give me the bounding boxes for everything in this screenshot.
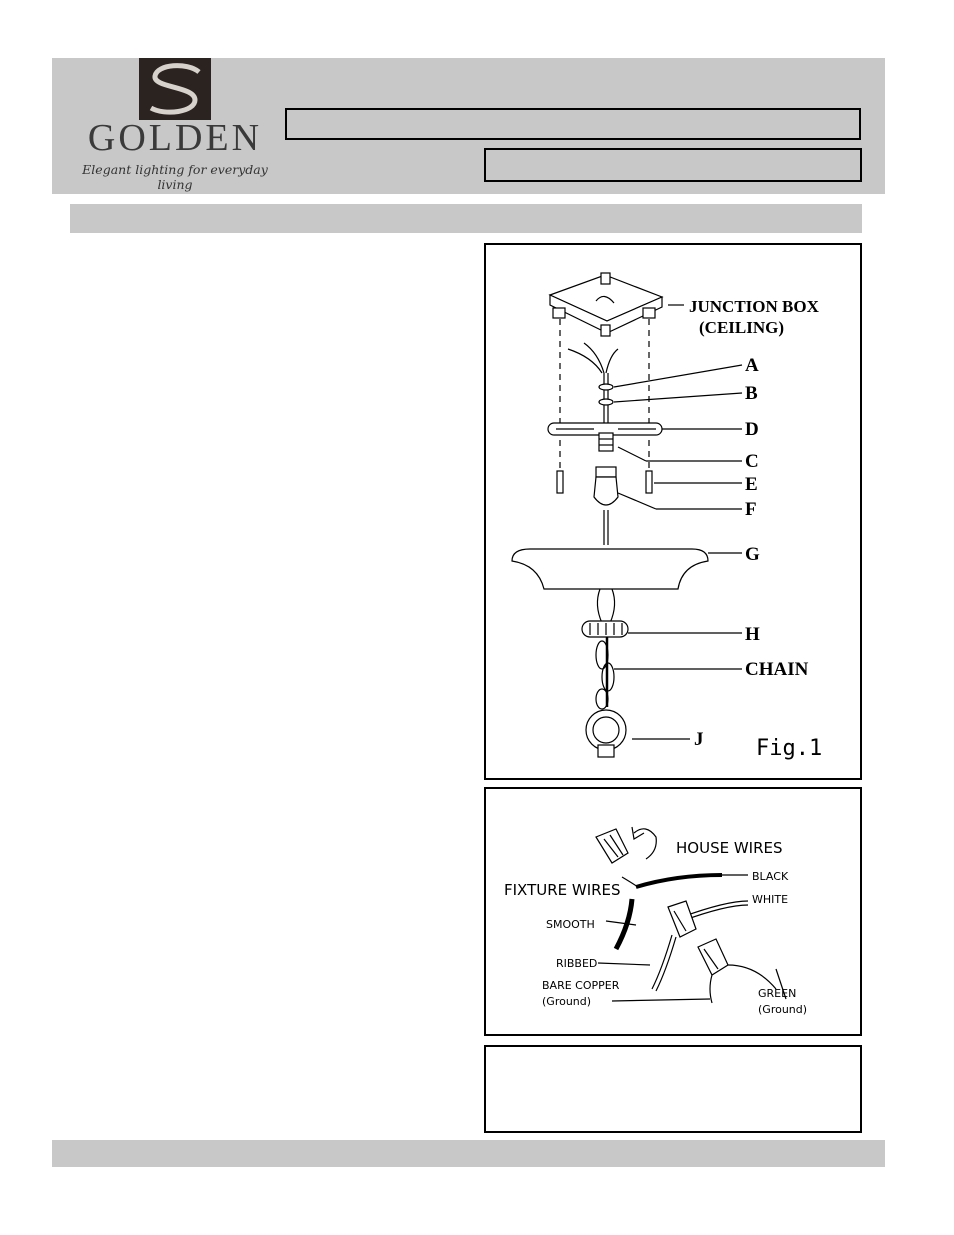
- section-header-bar: [70, 204, 862, 233]
- assembly-diagram-panel: [484, 243, 862, 780]
- label-bare-copper-ground: (Ground): [542, 995, 592, 1008]
- collar-loop-shape: [582, 621, 628, 637]
- label-h: H: [745, 624, 760, 645]
- loop-ring-shape: [586, 710, 626, 750]
- label-green-ground: (Ground): [758, 1003, 808, 1016]
- footer-band: [52, 1140, 885, 1167]
- logo-mark-icon: [139, 58, 211, 120]
- label-e: E: [745, 474, 758, 495]
- label-b: B: [745, 383, 758, 404]
- assembly-diagram: [486, 245, 860, 778]
- note-panel: [484, 1045, 862, 1133]
- label-junction-box: JUNCTION BOX: [689, 297, 819, 316]
- figure-caption: Fig.1: [756, 736, 823, 761]
- label-a: A: [745, 355, 759, 376]
- label-d: D: [745, 419, 759, 440]
- label-ceiling: (CEILING): [699, 318, 785, 337]
- label-black: BLACK: [752, 870, 789, 883]
- canopy-shape: [512, 549, 708, 589]
- label-house-wires: HOUSE WIRES: [676, 839, 783, 857]
- label-g: G: [745, 544, 760, 565]
- brand-tagline: Elegant lighting for everyday living: [82, 162, 268, 192]
- label-smooth: SMOOTH: [546, 918, 595, 931]
- label-chain: CHAIN: [745, 659, 809, 680]
- label-white: WHITE: [752, 893, 789, 906]
- wiring-diagram: [486, 789, 860, 1034]
- product-subtitle-box: [484, 148, 862, 182]
- brand-logo: [82, 56, 268, 192]
- product-title-box: [285, 108, 861, 140]
- wiring-diagram-panel: [484, 787, 862, 1036]
- label-c: C: [745, 451, 759, 472]
- label-fixture-wires: FIXTURE WIRES: [504, 881, 621, 899]
- label-f: F: [745, 499, 757, 520]
- label-ribbed: RIBBED: [556, 957, 598, 970]
- label-bare-copper: BARE COPPER: [542, 979, 620, 992]
- brand-name: GOLDEN: [87, 117, 263, 159]
- label-green: GREEN: [758, 987, 797, 1000]
- label-j: J: [694, 729, 704, 750]
